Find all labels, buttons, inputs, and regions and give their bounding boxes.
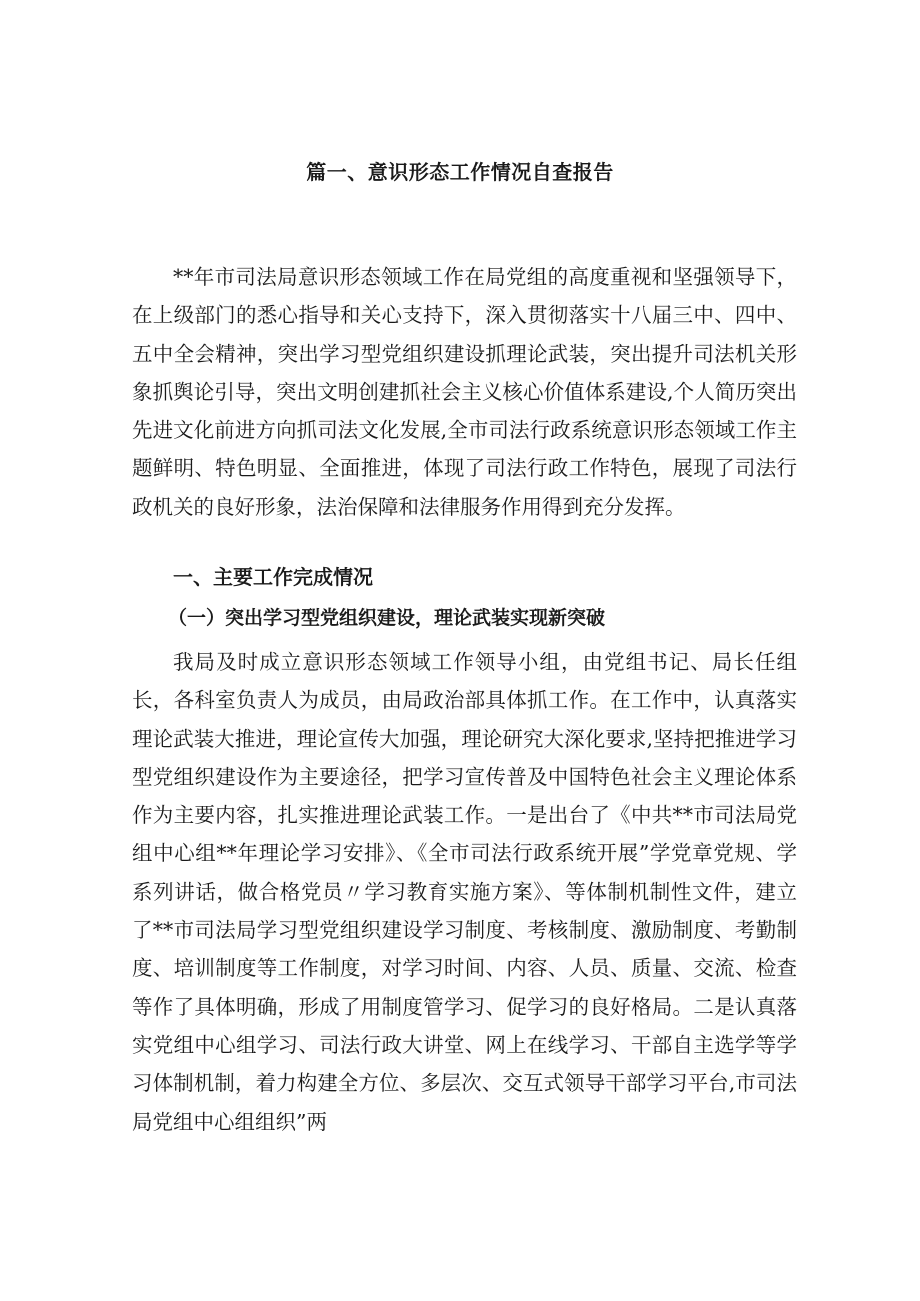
body-paragraph: 我局及时成立意识形态领域工作领导小组，由党组书记、局长任组长，各科室负责人为成员，由局政治部具体抓工作。在工作中，认真落实理论武装大推进，理论宣传大加强，理论研究大深化要求,坚持把推进学习型党组织建设作为主要途径，把学习宣传普及中国特色社会主义理论体系作为主要内容，扎实推进理论武装工作。一是出台了《中共**市司法局党组中心组**年理论学习安排》、《全市司法行政系统开展”学党章党规、学系列讲话，做合格党员〃学习教育实施方案》、等体制机制性文件，建立了**市司法局学习型党组织建设学习制度、考核制度、激励制度、考勤制度、培训制度等工作制度，对学习时间、内容、人员、质量、交流、检查等作了具体明确，形成了用制度管学习、促学习的良好格局。二是认真落实党组中心组学习、司法行政大讲堂、网上在线学习、干部自主选学等学习体制机制，着力构建全方位、多层次、交互式领导干部学习平台,市司法局党组中心组组织”两 [132,650,797,1134]
sub-heading: （一）突出学习型党组织建设，理论武装实现新突破 [168,607,606,629]
document-title: 篇一、意识形态工作情况自查报告 [306,160,614,184]
section-heading: 一、主要工作完成情况 [173,565,373,589]
intro-paragraph: **年市司法局意识形态领域工作在局党组的高度重视和坚强领导下，在上级部门的悉心指导和关心支持下，深入贯彻落实十八届三中、四中、五中全会精神，突出学习型党组织建设抓理论武装，突出提升司法机关形象抓舆论引导，突出文明创建抓社会主义核心价值体系建设,个人简历突出先进文化前进方向抓司法文化发展,全市司法行政系统意识形态领域工作主题鲜明、特色明显、全面推进，体现了司法行政工作特色，展现了司法行政机关的良好形象，法治保障和法律服务作用得到充分发挥。 [132,265,797,519]
